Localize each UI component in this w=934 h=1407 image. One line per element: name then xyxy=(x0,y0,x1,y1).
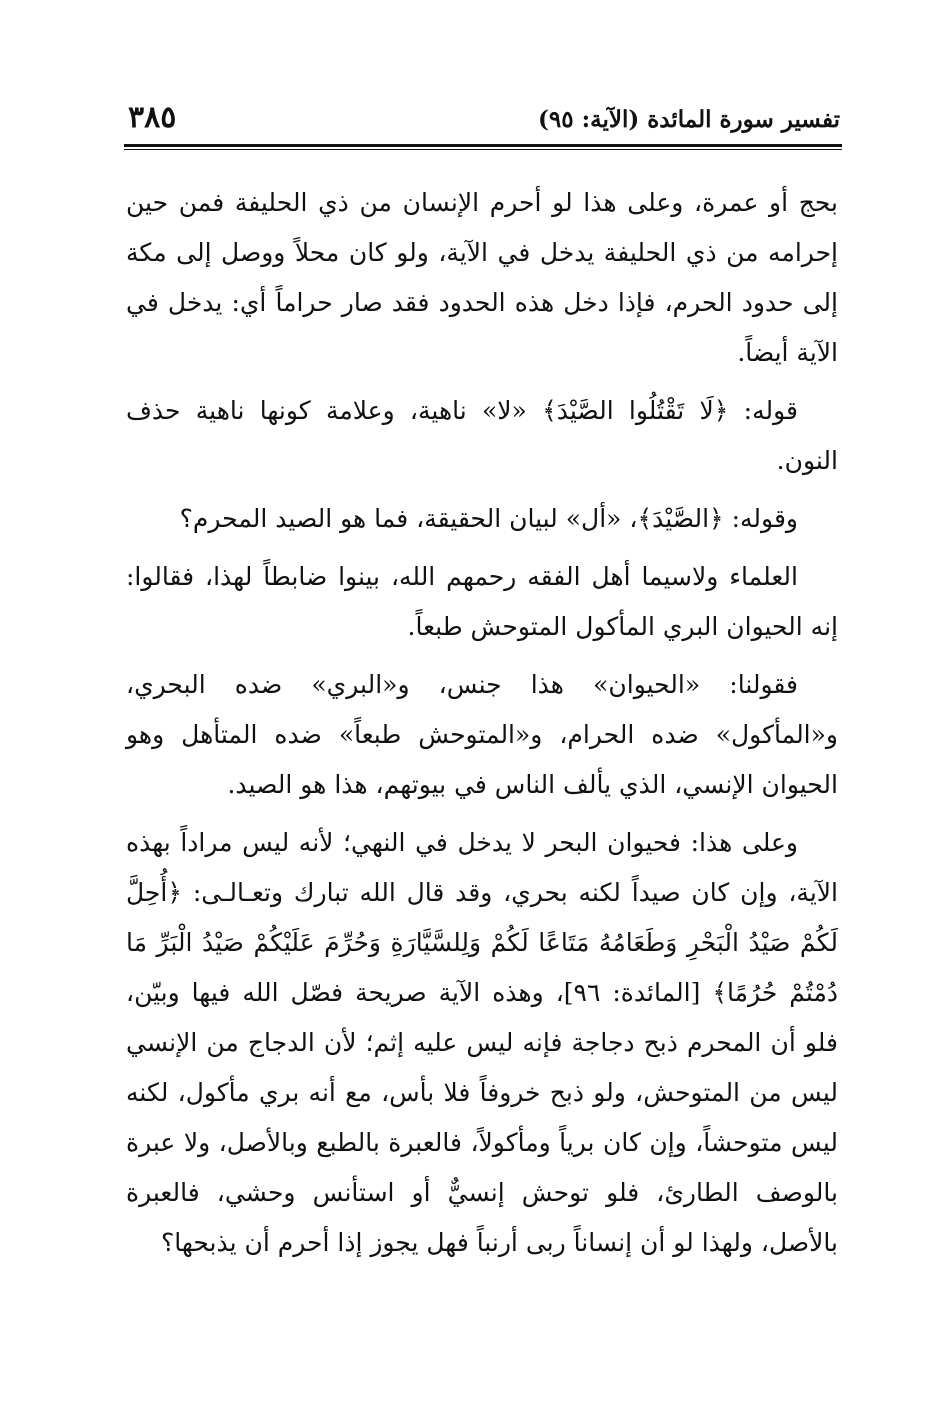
header-rule-thin xyxy=(124,149,842,150)
page-header xyxy=(128,100,840,144)
paragraph: العلماء ولاسيما أهل الفقه رحمهم الله، بينوا ضابطاً لهذا، فقالوا: إنه الحيوان البري المأكول المتوحش طبعاً. xyxy=(126,562,838,641)
body-text xyxy=(126,178,838,1276)
running-title: تفسير سورة المائدة (الآية: ٩٥) xyxy=(538,106,840,133)
paragraph: بحج أو عمرة، وعلى هذا لو أحرم الإنسان من ذي الحليفة فمن حين إحرامه من ذي الحليفة يدخل في الآية، ولو كان محلاً ووصل إلى مكة إلى حدود الحرم، فإذا دخل هذه الحدود فقد صار حراماً أي: يدخل في الآية أيضاً. xyxy=(126,188,838,367)
header-rule xyxy=(124,144,842,147)
paragraph: فقولنا: «الحيوان» هذا جنس، و«البري» ضده البحري، و«المأكول» ضده الحرام، و«المتوحش طبعاً» ضده المتأهل وهو الحيوان الإنسي، الذي يألف الناس في بيوتهم، هذا هو الصيد. xyxy=(126,670,838,799)
paragraph: وعلى هذا: فحيوان البحر لا يدخل في النهي؛ لأنه ليس مراداً بهذه الآية، وإن كان صيداً لكنه بحري، وقد قال الله تبارك وتعـالـى: ﴿أُحِلَّ لَكُمْ صَيْدُ الْبَحْرِ وَطَعَامُهُ مَتَاعًا لَكُمْ وَلِلسَّيَّارَةِ وَحُرِّمَ عَلَيْكُمْ صَيْدُ الْبَرِّ مَا دُمْتُمْ حُرُمًا﴾ [المائدة: ٩٦]، وهذه الآية صريحة فصّل الله فيها وبيّن، فلو أن المحرم ذبح دجاجة فإنه ليس عليه إثم؛ لأن الدجاج من الإنسي ليس من المتوحش، ولو ذبح خروفاً فلا بأس، مع أنه بري مأكول، لكنه ليس متوحشاً، وإن كان برياً ومأكولاً، فالعبرة بالطبع وبالأصل، ولا عبرة بالوصف الطارئ، فلو توحش إنسيٌّ أو استأنس وحشي، فالعبرة بالأصل، ولهذا لو أن إنساناً ربى أرنباً فهل يجوز إذا أحرم أن يذبحها؟ xyxy=(126,828,838,1257)
page-number: ٣٨٥ xyxy=(128,100,177,135)
paragraph: قوله: ﴿لَا تَقْتُلُوا الصَّيْدَ﴾ «لا» ناهية، وعلامة كونها ناهية حذف النون. xyxy=(126,396,838,475)
paragraph: وقوله: ﴿الصَّيْدَ﴾، «أل» لبيان الحقيقة، فما هو الصيد المحرم؟ xyxy=(179,504,798,533)
